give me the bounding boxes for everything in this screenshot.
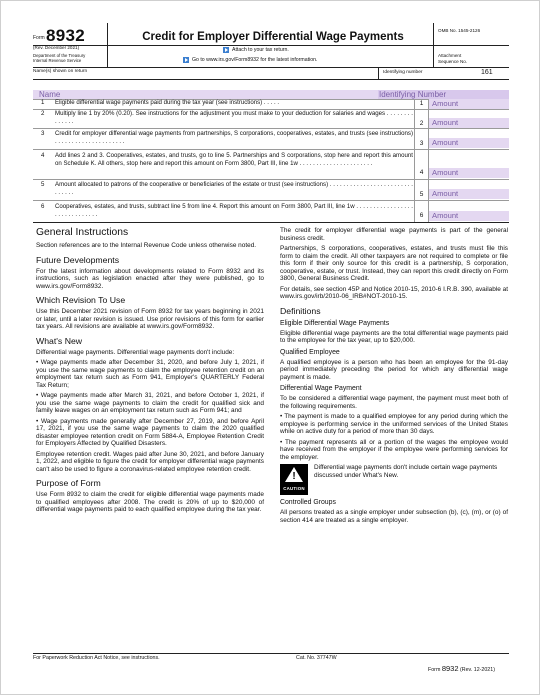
catalog-number: Cat. No. 37747W <box>296 655 337 661</box>
paperwork-notice: For Paperwork Reduction Act Notice, see instructions. <box>33 655 160 661</box>
future-developments-heading: Future Developments <box>36 254 120 265</box>
whats-new-bullet: • Wage payments made generally after December 27, 2019, and before April 17, 2021, if you use the same wage payments to claim the 2020 qualified disaster employee retention credit on Form 5884-A, Employee Retention Credit for Employers Affected by Qualified Disasters. <box>36 417 264 447</box>
purpose-of-form-heading: Purpose of Form <box>36 478 101 488</box>
identifying-number-field[interactable]: Identifying Number <box>378 90 509 99</box>
header-rule <box>33 45 509 46</box>
attachment-sequence-label <box>438 53 467 65</box>
line-6-amount-field[interactable]: Amount <box>429 211 509 221</box>
sequence-number: 161 <box>481 69 493 76</box>
whats-new-bullet: • Wage payments made after March 31, 2021, and before October 1, 2021, if you use the same wage payments to claim the credit for qualified sick and family leave wages on an employment tax return such as Form 941; and <box>36 392 264 414</box>
line-number: 3 <box>41 130 45 137</box>
qualified-employee-text: A qualified employee is a person who has been an employee for the 91-day period immediately preceding the period for which any differential wage payment is made. <box>280 358 508 381</box>
line-number: 4 <box>41 152 45 159</box>
line-text: Eligible differential wage payments paid during the tax year (see instructions) . . . . . <box>55 99 280 106</box>
general-business-credit-text: The credit for employer differential wage payments is part of the general business credit. <box>280 227 508 242</box>
caution-icon <box>280 464 308 495</box>
arrow-right-icon <box>223 47 229 53</box>
line-3-amount-field[interactable]: Amount <box>429 138 509 148</box>
goto-instruction <box>183 57 317 63</box>
header-bottom-rule <box>33 67 509 68</box>
names-label: Name(s) shown on return <box>33 69 88 74</box>
form-footer <box>33 651 509 671</box>
caution-label: CAUTION <box>283 486 305 491</box>
line-2-amount-field[interactable]: Amount <box>429 118 509 128</box>
eligible-dwp-text: Eligible differential wage payments are the total differential wage payments paid to the employee for the tax year, up to $20,000. <box>280 329 508 344</box>
qualified-employee-heading: Qualified Employee <box>280 348 340 356</box>
attach-text: Attach to your tax return. <box>232 47 289 53</box>
line-number: 2 <box>41 110 45 117</box>
line-box-number: 2 <box>419 120 424 127</box>
line-text: Credit for employer differential wage payments from partnerships, S corporations, cooperatives, estates, and trusts (see instructions) . . . . . . . . . . . . . . . . . . . . . <box>55 130 413 145</box>
header-divider-right <box>433 23 434 67</box>
sequence-label: Sequence No. <box>438 59 468 64</box>
caution-text: Differential wage payments don't include certain wage payments discussed under What's New. <box>314 464 498 479</box>
line-number: 6 <box>41 203 45 210</box>
arrow-right-icon <box>183 57 189 63</box>
employee-retention-credit-text: Employee retention credit. Wages paid after June 30, 2021, and before January 1, 2022, and eligible to figure the credit for employer differential wage payments can't also be used to figure a coronavirus-related employee retention credit. <box>36 450 264 473</box>
row-separator <box>33 149 509 150</box>
definitions-heading: Definitions <box>280 305 321 316</box>
dwp-text: To be considered a differential wage payment, the payment must meet both of the following requirements. <box>280 395 508 410</box>
line-text: Cooperatives, estates, and trusts, subtract line 5 from line 4. Report this amount on Form 3800, Part III, line 1w . . . . . . . . . . . . . . . . . . . . . . . . . . . . . . <box>55 203 413 218</box>
future-developments-text: For the latest information about developments related to Form 8932 and its instructions, such as legislation enacted after they were published, go to www.irs.gov/Form8932. <box>36 267 264 290</box>
box-column-rule <box>414 99 415 222</box>
form-title: Credit for Employer Differential Wage Payments <box>142 31 404 43</box>
whats-new-bullet: • Wage payments made after December 31, 2020, and before July 1, 2021, if you use the same wage payments to claim the employee retention credit on an employment tax return such as Form 941, Employer's QUARTERLY Federal Tax Return; <box>36 359 264 389</box>
attachment-label: Attachment <box>438 53 462 58</box>
form-header <box>33 23 509 79</box>
instructions-left-column <box>36 227 264 517</box>
amount-column-rule <box>428 99 429 222</box>
line-box-number: 4 <box>419 169 424 176</box>
controlled-groups-heading: Controlled Groups <box>280 499 336 506</box>
id-divider <box>378 67 379 79</box>
exclamation-icon: ! <box>292 471 296 482</box>
details-reference-text: For details, see section 45P and Notice 2010-15, 2010-6 I.R.B. 390, available at www.irs.gov/irb/2010-06_IRB#NOT-2010-15. <box>280 285 508 300</box>
omb-number: OMB No. 1545-2126 <box>438 28 481 33</box>
name-field[interactable] <box>33 90 509 99</box>
line-4-amount-field[interactable]: Amount <box>429 168 509 178</box>
which-revision-text: Use this December 2021 revision of Form 8932 for tax years beginning in 2021 or later, until a later revision is issued. Use prior revisions of this form for earlier tax years. All revisions are available at www.irs.gov/Form8932. <box>36 308 264 330</box>
name-input-placeholder: Name <box>39 90 61 99</box>
line-5-amount-field[interactable]: Amount <box>429 189 509 199</box>
irs-line: Internal Revenue Service <box>33 58 82 63</box>
row-separator <box>33 222 509 223</box>
row-separator <box>33 200 509 201</box>
dwp-bullet: • The payment represents all or a portion of the wages the employee would have received from the employer if the employee were performing services for the employer. <box>280 438 508 461</box>
row-separator <box>33 179 509 180</box>
line-box-number: 6 <box>419 212 424 219</box>
instructions-right-column <box>280 227 508 527</box>
dwp-bullet: • The payment is made to a qualified employee for any period during which the employee is performing service in the uniformed services of the United States while on active duty for a period of more than 30 days. <box>280 413 508 435</box>
who-must-file-text: Partnerships, S corporations, cooperatives, estates, and trusts must file this form to claim the credit. All other taxpayers are not required to complete or file this form if their only source for this credit is a partnership, S corporation, cooperative, estate, or trust. Instead, they can report this credit directly on Form 3800, General Business Credit. <box>280 245 508 282</box>
line-number: 5 <box>41 181 45 188</box>
revision-date: (Rev. December 2021) <box>33 45 80 50</box>
general-instructions-heading: General Instructions <box>36 227 129 238</box>
line-text: Multiply line 1 by 20% (0.20). See instructions for the adjustment you must make to your deduction for salaries and wages . . . . . . . . . . . . . . <box>55 110 413 125</box>
general-instructions-text: Section references are to the Internal Revenue Code unless otherwise noted. <box>36 242 257 249</box>
line-text: Amount allocated to patrons of the cooperative or beneficiaries of the estate or trust (see instructions) . . . . . . . . . . . . . . . . . . . . . . . . . . . . . . . <box>55 181 413 196</box>
header-divider-left <box>107 23 108 67</box>
goto-text: Go to www.irs.gov/Form8932 for the latest information. <box>192 57 318 63</box>
identifying-number-label: Identifying number <box>383 70 423 75</box>
dwp-heading: Differential Wage Payment <box>280 385 362 392</box>
line-text: Add lines 2 and 3. Cooperatives, estates, and trusts, go to line 5. Partnerships and S corporations, stop here and report this amount on Schedule K. All others, stop here and report this amount on Form 3800, Part III, line 1w . . . . . . . . . . . . . . . . . . . . . . <box>55 152 413 167</box>
footer-form-id: Form 8932 (Rev. 12-2021) <box>428 664 495 673</box>
attach-instruction <box>223 47 289 53</box>
purpose-of-form-text: Use Form 8932 to claim the credit for eligible differential wage payments made to qualified employees after 2008. The credit is 20% of up to $20,000 of differential wage payments paid to each qualified employee during the tax year. <box>36 491 264 513</box>
caution-note <box>280 464 508 495</box>
form-number: 8932 <box>46 26 86 45</box>
line-box-number: 5 <box>419 191 424 198</box>
whats-new-intro: Differential wage payments. Differential wage payments don't include: <box>36 348 235 356</box>
form-label: Form <box>33 35 45 41</box>
line-1-amount-field[interactable]: Amount <box>429 99 509 109</box>
line-number: 1 <box>41 99 45 106</box>
line-box-number: 1 <box>419 100 424 107</box>
row-separator <box>33 128 509 129</box>
whats-new-heading: What's New <box>36 335 83 346</box>
line-box-number: 3 <box>419 140 424 147</box>
name-row-rule <box>33 79 509 80</box>
which-revision-heading: Which Revision To Use <box>36 295 126 305</box>
controlled-groups-text: All persons treated as a single employer under subsection (b), (c), (m), or (o) of section 414 are treated as a single employer. <box>280 509 508 524</box>
eligible-dwp-heading: Eligible Differential Wage Payments <box>280 319 390 327</box>
department-line: Department of the Treasury <box>33 53 86 58</box>
